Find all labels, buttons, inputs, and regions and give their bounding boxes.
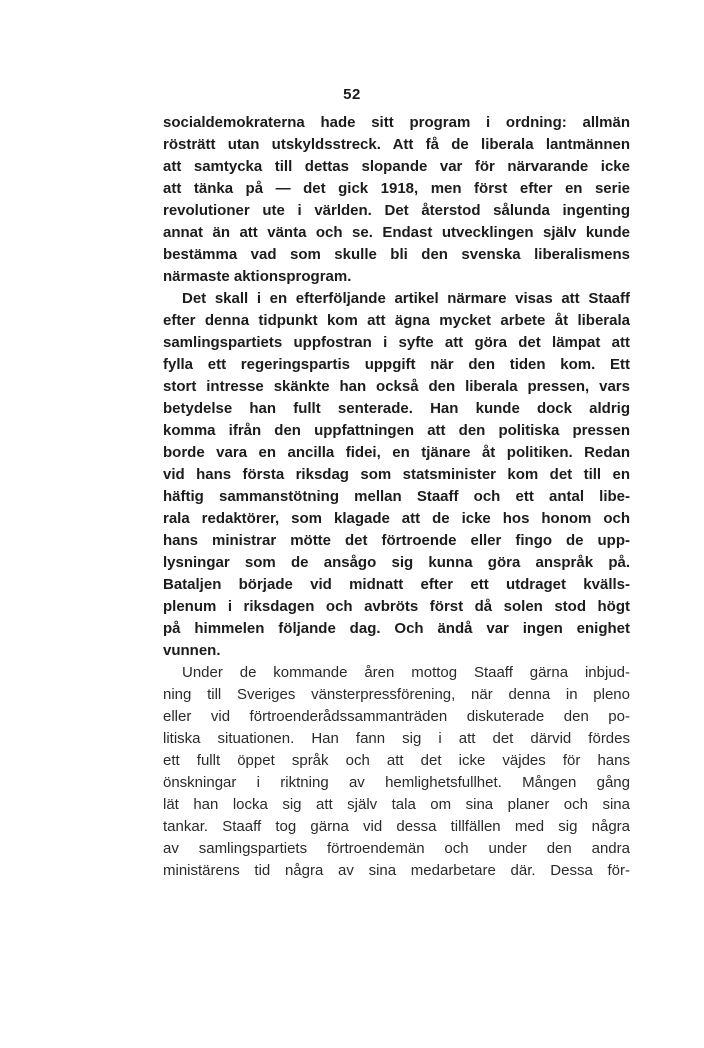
text-line: fylla ett regeringspartis uppgift när den tiden kom. Ett (163, 356, 630, 373)
text-line: komma ifrån den uppfattningen att den politiska pressen (163, 422, 630, 439)
text-line: lät han locka sig att själv tala om sina planer och sina (163, 796, 630, 813)
text-line: litiska situationen. Han fann sig i att det därvid fördes (163, 730, 630, 747)
text-line: att samtycka till dettas slopande var för närvarande icke (163, 158, 630, 175)
text-line: betydelse han fullt senterade. Han kunde dock aldrig (163, 400, 630, 417)
paragraph-3 (163, 662, 630, 882)
text-line: hans ministrar mötte det förtroende eller fingo de upp- (163, 532, 630, 549)
text-line: lysningar som de ansågo sig kunna göra anspråk på. (163, 554, 630, 571)
text-line: önskningar i riktning av hemlighetsfullhet. Mången gång (163, 774, 630, 791)
text-line: Det skall i en efterföljande artikel närmare visas att Staaff (182, 290, 630, 307)
text-line: ning till Sveriges vänsterpressförening, när denna in pleno (163, 686, 630, 703)
text-line: socialdemokraterna hade sitt program i ordning: allmän (163, 114, 630, 131)
text-line: Under de kommande åren mottog Staaff gärna inbjud- (182, 664, 630, 681)
paragraph-2 (163, 288, 630, 662)
text-line: rala redaktörer, som klagade att de icke hos honom och (163, 510, 630, 527)
text-line: borde vara en ancilla fidei, en tjänare åt politiken. Redan (163, 444, 630, 461)
text-line: plenum i riksdagen och avbröts först då solen stod högt (163, 598, 630, 615)
text-line: rösträtt utan utskyldsstreck. Att få de liberala lantmännen (163, 136, 630, 153)
text-line: annat än att vänta och se. Endast utvecklingen själv kunde (163, 224, 630, 241)
text-line: att tänka på — det gick 1918, men först efter en serie (163, 180, 630, 197)
text-line: tankar. Staaff tog gärna vid dessa tillfällen med sig några (163, 818, 630, 835)
text-line: revolutioner ute i världen. Det återstod sålunda ingenting (163, 202, 630, 219)
text-line: häftig sammanstötning mellan Staaff och ett antal libe- (163, 488, 630, 505)
text-line: Bataljen började vid midnatt efter ett utdraget kvälls- (163, 576, 630, 593)
text-line: närmaste aktionsprogram. (163, 268, 352, 285)
text-line: ett fullt öppet språk och att det icke väjdes för hans (163, 752, 630, 769)
text-line: av samlingspartiets förtroendemän och under den andra (163, 840, 630, 857)
page-number: 52 (343, 86, 361, 103)
paragraph-1 (163, 112, 630, 288)
text-line: ministärens tid några av sina medarbetare där. Dessa för- (163, 862, 630, 879)
text-line: samlingspartiets uppfostran i syfte att göra det lämpat att (163, 334, 630, 351)
text-line: vid hans första riksdag som statsminister kom det till en (163, 466, 630, 483)
body-text (163, 112, 630, 882)
text-line: bestämma vad som skulle bli den svenska liberalismens (163, 246, 630, 263)
text-line: på himmelen följande dag. Och ändå var ingen enighet (163, 620, 630, 637)
text-line: stort intresse skänkte han också den liberala pressen, vars (163, 378, 630, 395)
text-line: eller vid förtroenderådssammanträden diskuterade den po- (163, 708, 630, 725)
text-line: efter denna tidpunkt kom att ägna mycket arbete åt liberala (163, 312, 630, 329)
text-line: vunnen. (163, 642, 221, 659)
